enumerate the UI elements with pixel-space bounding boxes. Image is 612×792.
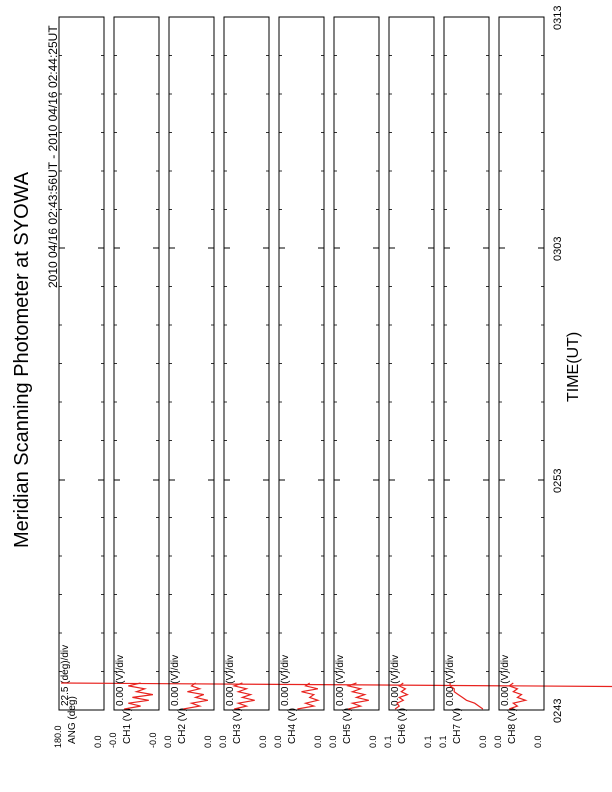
panel-frame: [59, 17, 104, 710]
panel-scale-label: 0.00 (V)/div: [335, 654, 346, 706]
panel-ch2: [163, 17, 214, 748]
panel-ch7: [438, 17, 489, 748]
x-axis-label: TIME(UT): [565, 331, 582, 402]
panel-tick-label: 0.0: [273, 735, 283, 748]
panel-scale-label: 0.00 (V)/div: [170, 654, 181, 706]
panel-ch1: [108, 17, 159, 748]
panel-name-label: ANG (deg): [67, 696, 78, 744]
series-line: [297, 683, 318, 709]
panel-ch3: [218, 17, 269, 748]
chart-title: Meridian Scanning Photometer at SYOWA: [11, 171, 33, 548]
panel-name-label: CH4 (V): [287, 707, 298, 744]
panels-group: [53, 6, 612, 748]
panel-ch5: [328, 17, 379, 748]
panel-scale-label: 22.5 (deg)/div: [60, 644, 71, 706]
panel-scale-label: 0.00 (V)/div: [445, 654, 456, 706]
panel-ang: [53, 17, 612, 748]
panel-frame: [169, 17, 214, 710]
panel-tick-label: 0.0: [328, 735, 338, 748]
panel-name-label: CH2 (V): [177, 707, 188, 744]
panel-frame: [224, 17, 269, 710]
panel-name-label: CH5 (V): [342, 707, 353, 744]
panel-name-label: CH3 (V): [232, 707, 243, 744]
x-tick-label: 0243: [552, 698, 564, 723]
series-line: [124, 683, 153, 709]
panel-tick-label: 0.0: [368, 735, 378, 748]
panel-tick-label: -0.0: [148, 732, 158, 748]
x-tick-label: 0313: [552, 5, 564, 30]
series-line: [183, 683, 208, 709]
panel-ch4: [273, 17, 324, 748]
chart-subtitle: 2010 04/16 02:43:56UT - 2010 04/16 02:44:25UT: [46, 25, 60, 288]
panel-tick-label: 0.1: [383, 735, 393, 748]
panel-tick-label: 0.0: [478, 735, 488, 748]
series-line: [234, 683, 255, 709]
panel-tick-label: 0.1: [423, 735, 433, 748]
panel-scale-label: 0.00 (V)/div: [500, 654, 511, 706]
x-tick-label: 0253: [552, 468, 564, 493]
panel-scale-label: 0.00 (V)/div: [390, 654, 401, 706]
panel-tick-label: -0.0: [108, 732, 118, 748]
panel-tick-label: 0.0: [203, 735, 213, 748]
panel-ch8: [493, 17, 544, 748]
series-line: [509, 683, 525, 709]
panel-name-label: CH8 (V): [507, 707, 518, 744]
panel-frame: [334, 17, 379, 710]
panel-name-label: CH6 (V): [397, 707, 408, 744]
panel-tick-label: 0.0: [163, 735, 173, 748]
panel-tick-label: 0.0: [533, 735, 543, 748]
series-line: [348, 683, 369, 709]
x-tick-label: 0303: [552, 236, 564, 261]
panel-tick-label: 0.0: [218, 735, 228, 748]
panel-frame: [279, 17, 324, 710]
panel-scale-label: 0.00 (V)/div: [115, 654, 126, 706]
panel-tick-label: 0.0: [313, 735, 323, 748]
panel-frame: [114, 17, 159, 710]
panel-frame: [499, 17, 544, 710]
panel-tick-label: 0.0: [258, 735, 268, 748]
panel-tick-label: 0.1: [438, 735, 448, 748]
panel-ch6: [383, 17, 434, 748]
panel-scale-label: 0.00 (V)/div: [225, 654, 236, 706]
panel-frame: [389, 17, 434, 710]
panel-name-label: CH7 (V): [452, 707, 463, 744]
panel-name-label: CH1 (V): [122, 707, 133, 744]
panel-frame: [444, 17, 489, 710]
panel-scale-label: 0.00 (V)/div: [280, 654, 291, 706]
panel-tick-label: 180.0: [53, 725, 63, 748]
panel-tick-label: 0.0: [93, 735, 103, 748]
panel-tick-label: 0.0: [493, 735, 503, 748]
